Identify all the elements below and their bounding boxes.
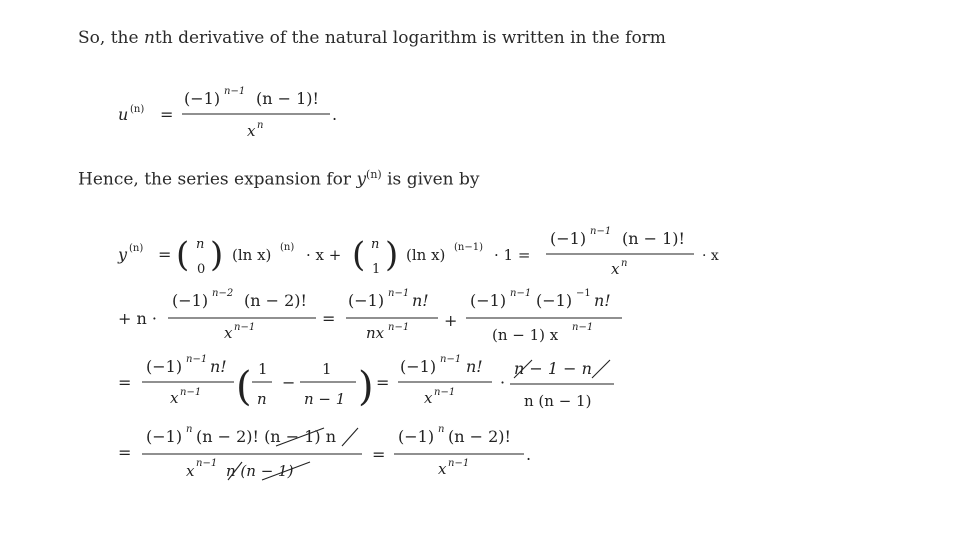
l4-f1-den: x [186,462,195,480]
l3-f1-num-rest: n! [210,357,227,376]
l2-f1-num-base: (−1) [172,291,209,310]
eq1-num-exp: n−1 [224,86,246,97]
l1-binom2-lparen: ( [352,235,366,275]
l3-f1-den: x [170,389,179,407]
series-line-2 [118,288,622,344]
l1-term1: (ln x) [232,246,272,264]
intro-post: th derivative of the natural logarithm is written in the form [154,28,666,48]
l4-f2-den-exp: n−1 [448,458,470,469]
l4-f1-num-rest: (n − 2)! (n − 1) n [196,427,336,446]
l2-plus: + [444,311,458,330]
l2-f3-num-exp: n−1 [510,288,532,299]
l3-f1-num-base: (−1) [146,357,183,376]
l2-f3-num-mid: (−1) [536,291,573,310]
equation-u-derivative [118,86,337,140]
l4-f1-den-exp: n−1 [196,458,218,469]
eq1-num-base: (−1) [184,89,221,108]
l2-f1-num-exp: n−2 [212,288,234,299]
l3-eq2: = [376,373,390,392]
l1-term2: (ln x) [406,246,446,264]
hence-pre: Hence, the series expansion for [78,169,357,190]
eq1-period: . [332,105,338,124]
l3-f3-num: n − 1 − n [514,359,592,378]
l3-lparen: ( [236,364,252,410]
l3-f1-den-exp: n−1 [180,387,202,398]
l2-f2-num-base: (−1) [348,291,385,310]
eq1-den-base: x [247,122,256,140]
l2-f1-den: x [224,324,233,342]
l3-rparen: ) [358,364,374,410]
l3-minus: − [282,373,296,392]
l4-period: . [526,445,532,464]
hence-y: y [356,169,367,190]
l2-f2-den-exp: n−1 [388,322,410,333]
intro-n: n [143,28,155,48]
l4-f1-num: (−1) [146,427,183,446]
l2-f1-den-exp: n−1 [234,322,256,333]
hence-y-sup: (n) [366,168,382,181]
eq1-equals: = [160,105,174,124]
l2-f3-num: (−1) [470,291,507,310]
l1-eq: = [158,245,172,264]
l3-inner2-den: n − 1 [304,390,346,408]
l1-frac-num-exp: n−1 [590,226,612,237]
l3-f2-den-exp: n−1 [434,387,456,398]
eq1-lhs-sup: (n) [130,104,145,115]
l2-f1-num-rest: (n − 2)! [244,291,307,310]
l3-f2-num-rest: n! [466,357,483,376]
series-line-4 [118,424,531,480]
l2-f2-num-rest: n! [412,291,429,310]
l1-binom1-lparen: ( [176,235,190,275]
l1-binom1-bot: 0 [197,262,206,277]
l3-f1-num-exp: n−1 [186,354,208,365]
l1-tail: · x [702,248,719,264]
l3-f3-strike-2 [592,360,610,378]
eq1-num-rest: (n − 1)! [256,89,319,108]
l4-f2-den: x [438,460,447,478]
l3-dot: · [500,373,506,392]
l3-f2-num-exp: n−1 [440,354,462,365]
l3-inner1-num: 1 [258,360,268,378]
l1-frac-num-base: (−1) [550,229,587,248]
hence-post: is given by [381,169,480,190]
l4-f2-num: (−1) [398,427,435,446]
l1-frac-den-exp: n [621,258,628,269]
l4-f2-num-rest: (n − 2)! [448,427,511,446]
l1-lhs-sup: (n) [129,243,144,254]
l3-inner1-den: n [257,390,267,408]
intro-pre: So, the [78,28,144,48]
l3-f2-num-base: (−1) [400,357,437,376]
l1-binom1-rparen: ) [210,235,224,275]
l1-binom2-bot: 1 [372,262,381,277]
l2-f2-num-exp: n−1 [388,288,410,299]
series-line-1 [117,226,719,278]
l1-frac-den: x [611,260,620,278]
l4-f1-num-exp: n [186,424,193,435]
l1-binom1-top: n [196,237,205,252]
l1-dot-x: · x + [306,246,342,264]
series-line-3 [118,354,614,410]
l3-f3-den: n (n − 1) [524,392,592,410]
l2-f2-den: nx [366,324,385,342]
l1-frac-num-rest: (n − 1)! [622,229,685,248]
l3-inner2-num: 1 [322,360,332,378]
l4-eq: = [118,443,132,462]
l4-eq2: = [372,445,386,464]
l2-f3-den: (n − 1) x [492,326,559,344]
l3-eq: = [118,373,132,392]
l1-term2-sup: (n−1) [454,242,483,253]
l1-binom2-top: n [371,237,380,252]
eq1-lhs: u [118,105,129,124]
l4-num-strike-2 [342,428,358,446]
l2-f3-num-mid-exp: −1 [576,288,591,299]
l2-f3-num-rest: n! [594,291,611,310]
l2-f3-den-exp: n−1 [572,322,594,333]
l4-f2-num-exp: n [438,424,445,435]
eq1-den-exp: n [257,120,264,131]
l2-eq: = [322,309,336,328]
l4-f1-den-rest: n (n − 1) [226,462,294,480]
l1-binom2-rparen: ) [385,235,399,275]
l1-dot-one: · 1 = [494,246,531,264]
l3-f2-den: x [424,389,433,407]
l1-term1-sup: (n) [280,242,295,253]
l2-lead: + n · [118,309,157,328]
l1-lhs: y [118,245,128,264]
